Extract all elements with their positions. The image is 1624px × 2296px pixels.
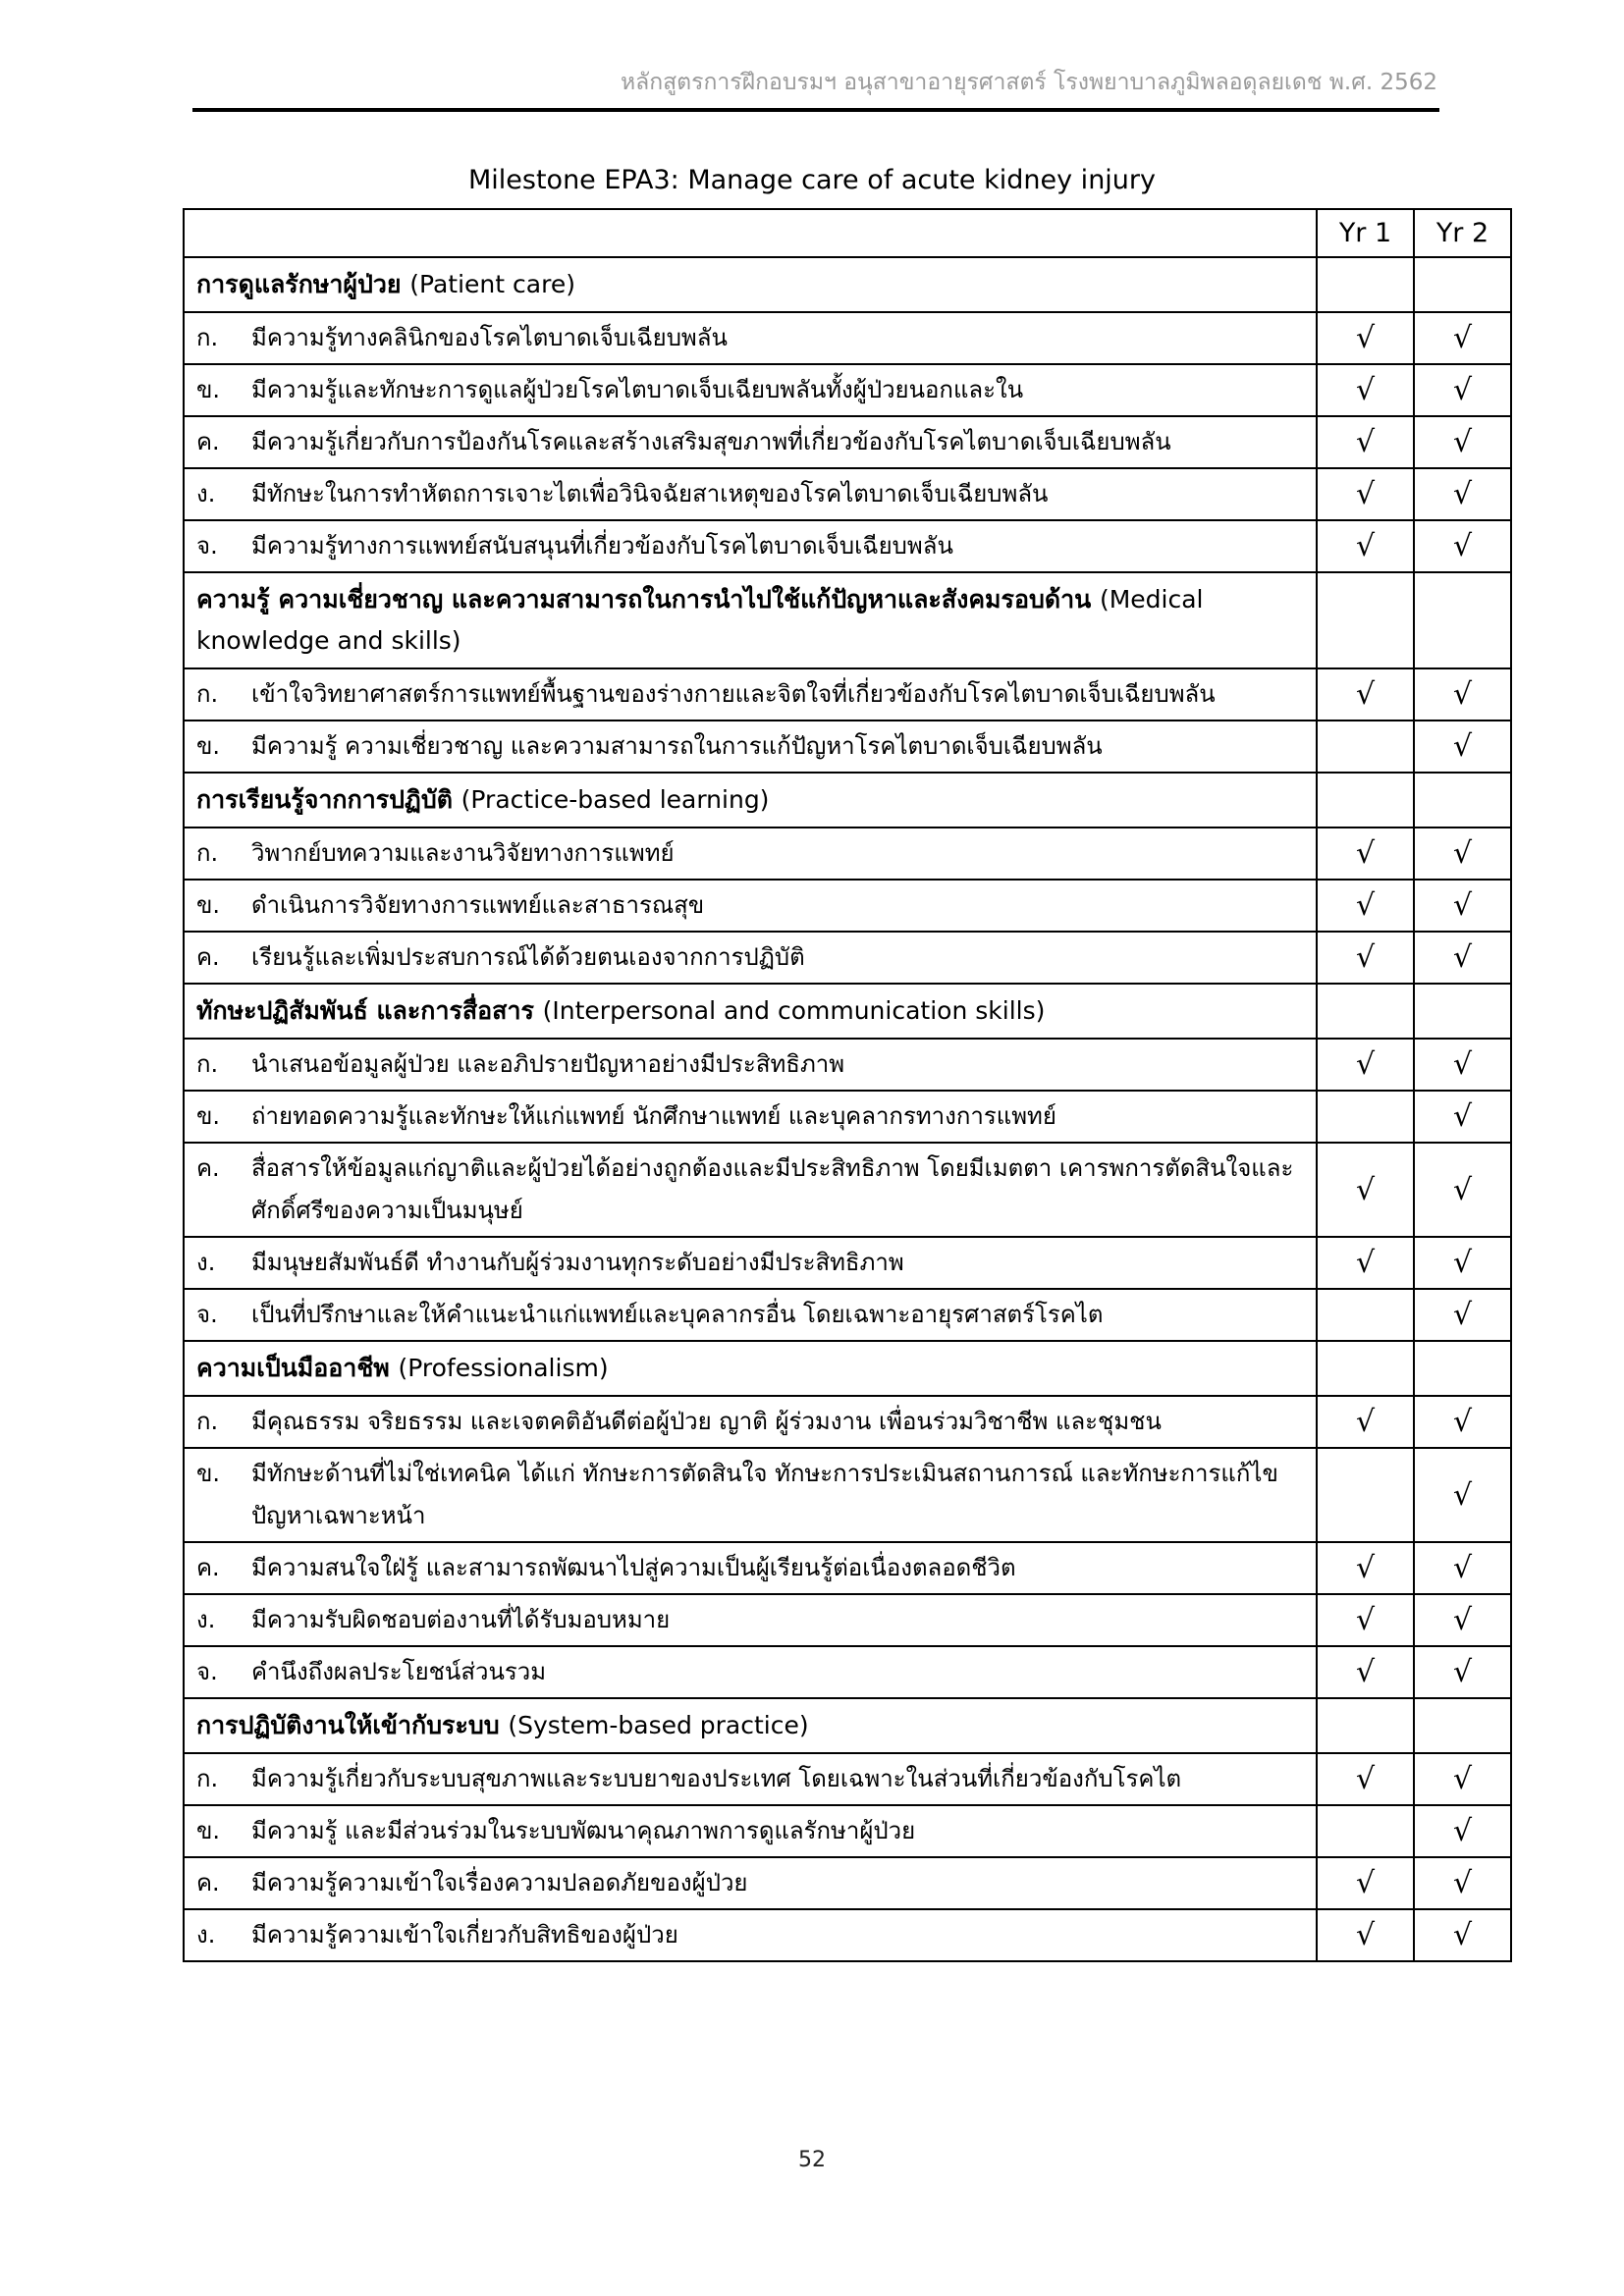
competency-item — [185, 1647, 1316, 1697]
item-marker: ก. — [196, 680, 219, 708]
yr1-check-cell — [1317, 721, 1414, 773]
item-text: สื่อสารให้ข้อมูลแก่ญาติและผู้ป่วยได้อย่างถูกต้องและมีประสิทธิภาพ โดยมีเมตตา เคารพการตัดสินใจและศักดิ์ศรีของความเป็นมนุษย์ — [251, 1154, 1294, 1224]
yr1-check-cell: √ — [1317, 880, 1414, 932]
yr1-check-cell — [1317, 1448, 1414, 1542]
section-title-en: (Interpersonal and communication skills) — [542, 996, 1046, 1025]
item-text: ดำเนินการวิจัยทางการแพทย์และสาธารณสุข — [251, 891, 705, 919]
competency-cell — [184, 828, 1317, 880]
competency-row — [184, 828, 1511, 880]
yr2-check-cell: √ — [1414, 1091, 1511, 1143]
competency-row — [184, 312, 1511, 364]
competency-cell — [184, 1091, 1317, 1143]
item-text: มีความรู้เกี่ยวกับระบบสุขภาพและระบบยาของประเทศ โดยเฉพาะในส่วนที่เกี่ยวข้องกับโรคไต — [251, 1765, 1182, 1792]
item-text: มีความรู้ความเข้าใจเกี่ยวกับสิทธิของผู้ป่วย — [251, 1921, 678, 1949]
item-marker: ข. — [196, 1817, 221, 1844]
section-title — [184, 773, 1317, 828]
item-marker: ง. — [196, 1921, 216, 1949]
competency-cell — [184, 468, 1317, 520]
section-row — [184, 257, 1511, 312]
yr1-check-cell: √ — [1317, 1039, 1414, 1091]
yr1-check-cell: √ — [1317, 1857, 1414, 1909]
competency-row — [184, 1039, 1511, 1091]
competency-item — [185, 1397, 1316, 1447]
item-marker: ก. — [196, 1765, 219, 1792]
yr2-check-cell: √ — [1414, 1143, 1511, 1237]
competency-item — [185, 365, 1316, 415]
yr1-check-cell — [1317, 1091, 1414, 1143]
competency-item — [185, 721, 1316, 772]
section-title-th: การเรียนรู้จากการปฏิบัติ — [196, 785, 453, 814]
competency-cell — [184, 880, 1317, 932]
item-marker: ก. — [196, 839, 219, 867]
yr1-check-cell: √ — [1317, 1753, 1414, 1805]
competency-cell — [184, 1909, 1317, 1961]
item-marker: ข. — [196, 891, 221, 919]
competency-row — [184, 364, 1511, 416]
section-yr2-cell — [1414, 1341, 1511, 1396]
page-number: 52 — [798, 2148, 826, 2172]
yr2-check-cell: √ — [1414, 1289, 1511, 1341]
yr1-check-cell: √ — [1317, 1143, 1414, 1237]
header-divider — [192, 108, 1439, 112]
item-text: ถ่ายทอดความรู้และทักษะให้แก่แพทย์ นักศึกษาแพทย์ และบุคลากรทางการแพทย์ — [251, 1102, 1056, 1130]
competency-cell — [184, 1289, 1317, 1341]
competency-item — [185, 1754, 1316, 1804]
section-yr1-cell — [1317, 572, 1414, 668]
competency-row — [184, 1857, 1511, 1909]
yr1-check-cell: √ — [1317, 932, 1414, 984]
competency-cell — [184, 1039, 1317, 1091]
item-text: มีความรับผิดชอบต่องานที่ได้รับมอบหมาย — [251, 1606, 671, 1633]
column-header-yr1: Yr 1 — [1317, 209, 1414, 257]
yr1-check-cell: √ — [1317, 1646, 1414, 1698]
milestone-table — [183, 208, 1512, 1962]
competency-row — [184, 1594, 1511, 1646]
section-title-th: ความรู้ ความเชี่ยวชาญ และความสามารถในการนำไปใช้แก้ปัญหาและสังคมรอบด้าน — [196, 585, 1092, 614]
section-yr1-cell — [1317, 773, 1414, 828]
section-row — [184, 1341, 1511, 1396]
competency-row — [184, 721, 1511, 773]
item-marker: ง. — [196, 1249, 216, 1276]
item-marker: จ. — [196, 1658, 218, 1685]
item-text: มีทักษะด้านที่ไม่ใช่เทคนิค ได้แก่ ทักษะการตัดสินใจ ทักษะการประเมินสถานการณ์ และทักษะการแก้ไขปัญหาเฉพาะหน้า — [251, 1460, 1278, 1529]
competency-item — [185, 669, 1316, 720]
yr2-check-cell: √ — [1414, 1396, 1511, 1448]
item-text: มีความรู้ และมีส่วนร่วมในระบบพัฒนาคุณภาพการดูแลรักษาผู้ป่วย — [251, 1817, 916, 1844]
section-title-en: (System-based practice) — [508, 1711, 809, 1739]
column-header-yr2: Yr 2 — [1414, 209, 1511, 257]
yr1-check-cell: √ — [1317, 364, 1414, 416]
section-title-th: ทักษะปฏิสัมพันธ์ และการสื่อสาร — [196, 996, 534, 1025]
item-text: มีความรู้ทางคลินิกของโรคไตบาดเจ็บเฉียบพลัน — [251, 324, 728, 351]
competency-cell — [184, 520, 1317, 572]
competency-item — [185, 1543, 1316, 1593]
yr2-check-cell: √ — [1414, 520, 1511, 572]
competency-row — [184, 932, 1511, 984]
item-marker: ค. — [196, 1869, 220, 1896]
competency-item — [185, 1858, 1316, 1908]
competency-cell — [184, 312, 1317, 364]
competency-row — [184, 1805, 1511, 1857]
competency-cell — [184, 668, 1317, 721]
item-marker: ข. — [196, 1102, 221, 1130]
item-text: มีความรู้ความเข้าใจเรื่องความปลอดภัยของผู้ป่วย — [251, 1869, 748, 1896]
header-blank-cell — [184, 209, 1317, 257]
item-marker: ข. — [196, 376, 221, 403]
section-row — [184, 984, 1511, 1039]
yr2-check-cell: √ — [1414, 364, 1511, 416]
competency-item — [185, 417, 1316, 467]
competency-item — [185, 1144, 1316, 1236]
item-text: มีความสนใจใฝ่รู้ และสามารถพัฒนาไปสู่ความเป็นผู้เรียนรู้ต่อเนื่องตลอดชีวิต — [251, 1554, 1016, 1581]
competency-row — [184, 1909, 1511, 1961]
section-yr1-cell — [1317, 984, 1414, 1039]
competency-row — [184, 1396, 1511, 1448]
yr2-check-cell: √ — [1414, 1237, 1511, 1289]
competency-row — [184, 1753, 1511, 1805]
yr1-check-cell — [1317, 1805, 1414, 1857]
item-marker: ก. — [196, 1050, 219, 1078]
competency-cell — [184, 1594, 1317, 1646]
competency-cell — [184, 1857, 1317, 1909]
yr2-check-cell: √ — [1414, 1857, 1511, 1909]
section-title — [184, 257, 1317, 312]
competency-item — [185, 313, 1316, 363]
item-text: นำเสนอข้อมูลผู้ป่วย และอภิปรายปัญหาอย่างมีประสิทธิภาพ — [251, 1050, 845, 1078]
section-yr2-cell — [1414, 1698, 1511, 1753]
item-marker: ค. — [196, 428, 220, 455]
yr2-check-cell: √ — [1414, 932, 1511, 984]
competency-row — [184, 468, 1511, 520]
table-header-row — [184, 209, 1511, 257]
item-marker: ง. — [196, 480, 216, 507]
competency-cell — [184, 1646, 1317, 1698]
competency-row — [184, 880, 1511, 932]
yr1-check-cell: √ — [1317, 1396, 1414, 1448]
competency-item — [185, 1910, 1316, 1960]
section-yr1-cell — [1317, 1341, 1414, 1396]
section-title — [184, 1698, 1317, 1753]
yr1-check-cell — [1317, 1289, 1414, 1341]
yr2-check-cell: √ — [1414, 721, 1511, 773]
competency-item — [185, 933, 1316, 983]
yr2-check-cell: √ — [1414, 1805, 1511, 1857]
section-title-en: (Practice-based learning) — [460, 785, 770, 814]
competency-item — [185, 469, 1316, 519]
competency-item — [185, 1290, 1316, 1340]
section-title-th: การดูแลรักษาผู้ป่วย — [196, 270, 402, 298]
section-title-th: ความเป็นมืออาชีพ — [196, 1354, 390, 1382]
competency-cell — [184, 1805, 1317, 1857]
item-marker: ก. — [196, 1408, 219, 1435]
item-text: เข้าใจวิทยาศาสตร์การแพทย์พื้นฐานของร่างกายและจิตใจที่เกี่ยวข้องกับโรคไตบาดเจ็บเฉียบพลัน — [251, 680, 1216, 708]
competency-row — [184, 1542, 1511, 1594]
item-text: มีความรู้ทางการแพทย์สนับสนุนที่เกี่ยวข้องกับโรคไตบาดเจ็บเฉียบพลัน — [251, 532, 953, 560]
yr2-check-cell: √ — [1414, 1542, 1511, 1594]
item-marker: จ. — [196, 1301, 218, 1328]
competency-item — [185, 828, 1316, 879]
item-text: มีทักษะในการทำหัตถการเจาะไตเพื่อวินิจฉัยสาเหตุของโรคไตบาดเจ็บเฉียบพลัน — [251, 480, 1049, 507]
item-text: คำนึงถึงผลประโยชน์ส่วนรวม — [251, 1658, 547, 1685]
item-marker: ค. — [196, 1154, 220, 1182]
item-marker: ข. — [196, 732, 221, 760]
section-title — [184, 1341, 1317, 1396]
item-text: วิพากย์บทความและงานวิจัยทางการแพทย์ — [251, 839, 675, 867]
section-row — [184, 773, 1511, 828]
competency-row — [184, 668, 1511, 721]
competency-cell — [184, 1542, 1317, 1594]
competency-cell — [184, 932, 1317, 984]
section-yr2-cell — [1414, 773, 1511, 828]
yr1-check-cell: √ — [1317, 1594, 1414, 1646]
item-text: เรียนรู้และเพิ่มประสบการณ์ได้ด้วยตนเองจากการปฏิบัติ — [251, 943, 805, 971]
item-text: มีคุณธรรม จริยธรรม และเจตคติอันดีต่อผู้ป่วย ญาติ ผู้ร่วมงาน เพื่อนร่วมวิชาชีพ และชุมชน — [251, 1408, 1162, 1435]
competency-item — [185, 1595, 1316, 1645]
competency-item — [185, 1040, 1316, 1090]
section-yr2-cell — [1414, 257, 1511, 312]
yr2-check-cell: √ — [1414, 668, 1511, 721]
yr1-check-cell: √ — [1317, 1542, 1414, 1594]
running-header: หลักสูตรการฝึกอบรมฯ อนุสาขาอายุรศาสตร์ โรงพยาบาลภูมิพลอดุลยเดช พ.ศ. 2562 — [620, 70, 1437, 95]
section-title-en: (Professionalism) — [398, 1354, 609, 1382]
item-text: มีความรู้ ความเชี่ยวชาญ และความสามารถในการแก้ปัญหาโรคไตบาดเจ็บเฉียบพลัน — [251, 732, 1103, 760]
competency-item — [185, 1806, 1316, 1856]
yr1-check-cell: √ — [1317, 468, 1414, 520]
yr1-check-cell: √ — [1317, 416, 1414, 468]
section-yr1-cell — [1317, 257, 1414, 312]
yr2-check-cell: √ — [1414, 880, 1511, 932]
item-text: มีมนุษยสัมพันธ์ดี ทำงานกับผู้ร่วมงานทุกระดับอย่างมีประสิทธิภาพ — [251, 1249, 904, 1276]
yr1-check-cell: √ — [1317, 828, 1414, 880]
competency-cell — [184, 1753, 1317, 1805]
competency-item — [185, 1449, 1316, 1541]
section-yr1-cell — [1317, 1698, 1414, 1753]
competency-cell — [184, 1237, 1317, 1289]
yr1-check-cell: √ — [1317, 312, 1414, 364]
yr2-check-cell: √ — [1414, 1448, 1511, 1542]
competency-item — [185, 1238, 1316, 1288]
section-title-th: การปฏิบัติงานให้เข้ากับระบบ — [196, 1711, 500, 1739]
section-title-en: (Patient care) — [409, 270, 575, 298]
yr1-check-cell: √ — [1317, 668, 1414, 721]
yr1-check-cell: √ — [1317, 1237, 1414, 1289]
section-title — [184, 984, 1317, 1039]
yr2-check-cell: √ — [1414, 1909, 1511, 1961]
competency-cell — [184, 416, 1317, 468]
item-marker: จ. — [196, 532, 218, 560]
competency-cell — [184, 1448, 1317, 1542]
competency-row — [184, 1289, 1511, 1341]
competency-row — [184, 1646, 1511, 1698]
item-marker: ก. — [196, 324, 219, 351]
competency-cell — [184, 364, 1317, 416]
competency-cell — [184, 721, 1317, 773]
competency-cell — [184, 1396, 1317, 1448]
item-marker: ง. — [196, 1606, 216, 1633]
section-yr2-cell — [1414, 572, 1511, 668]
item-text: มีความรู้และทักษะการดูแลผู้ป่วยโรคไตบาดเจ็บเฉียบพลันทั้งผู้ป่วยนอกและใน — [251, 376, 1024, 403]
competency-row — [184, 1237, 1511, 1289]
item-marker: ค. — [196, 1554, 220, 1581]
item-marker: ข. — [196, 1460, 221, 1487]
section-title — [184, 572, 1317, 668]
competency-row — [184, 520, 1511, 572]
item-text: เป็นที่ปรึกษาและให้คำแนะนำแก่แพทย์และบุคลากรอื่น โดยเฉพาะอายุรศาสตร์โรคไต — [251, 1301, 1104, 1328]
yr2-check-cell: √ — [1414, 416, 1511, 468]
section-title-en: (Medical knowledge and skills) — [196, 585, 1204, 655]
yr2-check-cell: √ — [1414, 1039, 1511, 1091]
competency-row — [184, 1143, 1511, 1237]
competency-cell — [184, 1143, 1317, 1237]
table-title: Milestone EPA3: Manage care of acute kidney injury — [467, 165, 1156, 195]
yr2-check-cell: √ — [1414, 468, 1511, 520]
competency-item — [185, 1092, 1316, 1142]
item-text: มีความรู้เกี่ยวกับการป้องกันโรคและสร้างเสริมสุขภาพที่เกี่ยวข้องกับโรคไตบาดเจ็บเฉียบพลัน — [251, 428, 1171, 455]
yr2-check-cell: √ — [1414, 1594, 1511, 1646]
yr1-check-cell: √ — [1317, 520, 1414, 572]
item-marker: ค. — [196, 943, 220, 971]
competency-row — [184, 416, 1511, 468]
yr1-check-cell: √ — [1317, 1909, 1414, 1961]
competency-row — [184, 1091, 1511, 1143]
yr2-check-cell: √ — [1414, 312, 1511, 364]
competency-item — [185, 521, 1316, 571]
competency-item — [185, 881, 1316, 931]
yr2-check-cell: √ — [1414, 828, 1511, 880]
section-row — [184, 1698, 1511, 1753]
yr2-check-cell: √ — [1414, 1646, 1511, 1698]
yr2-check-cell: √ — [1414, 1753, 1511, 1805]
section-row — [184, 572, 1511, 668]
section-yr2-cell — [1414, 984, 1511, 1039]
competency-row — [184, 1448, 1511, 1542]
